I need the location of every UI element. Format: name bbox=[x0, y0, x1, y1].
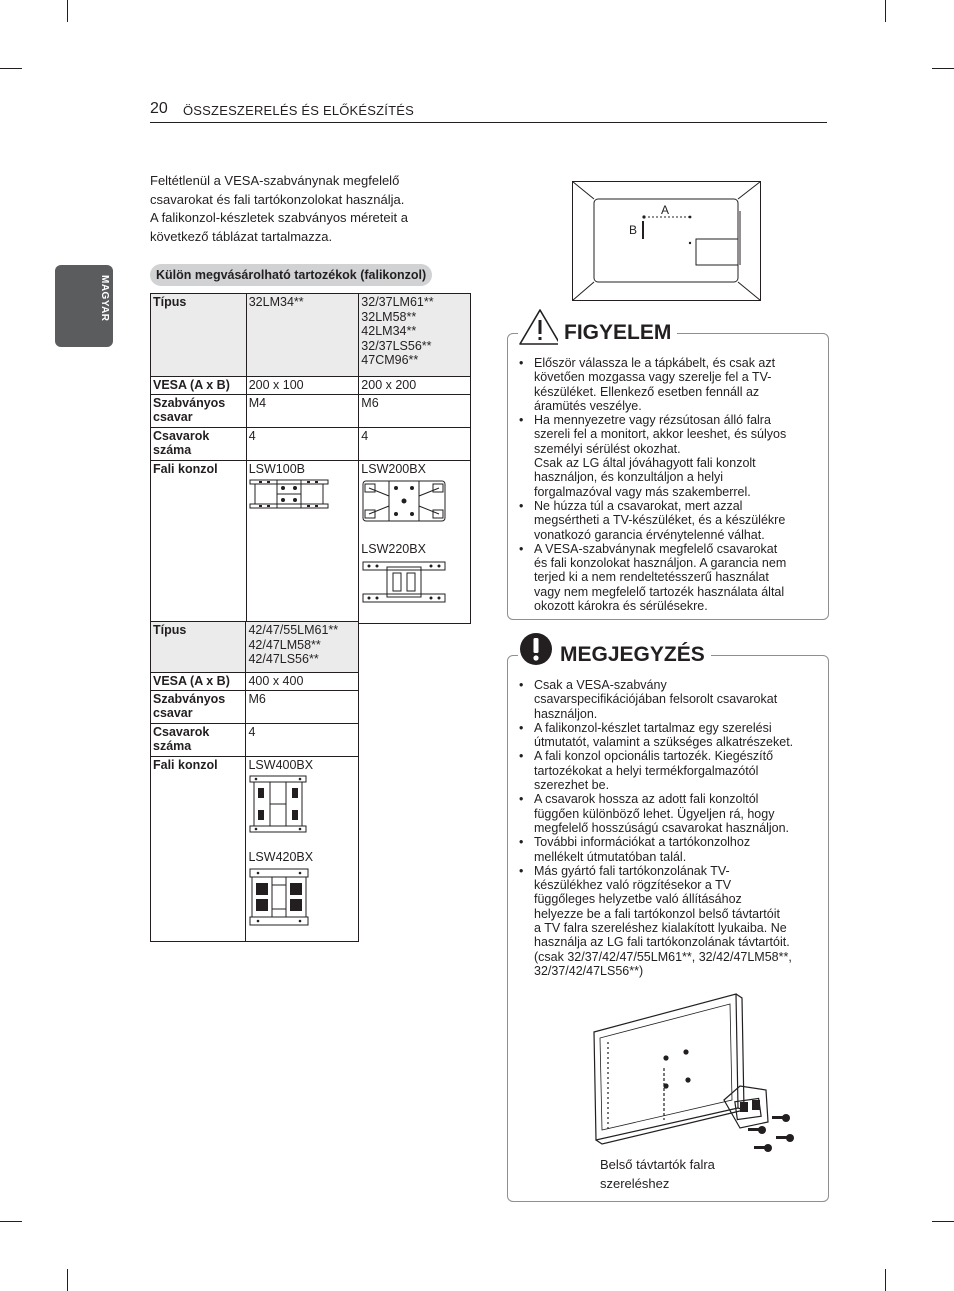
bracket-model: LSW100B bbox=[248, 461, 305, 476]
diagram-label-a: A bbox=[661, 203, 670, 217]
model-cell bbox=[246, 294, 359, 377]
section-title: ÖSSZESZERELÉS ÉS ELŐKÉSZÍTÉS bbox=[183, 103, 415, 118]
model-name: 42LM34** bbox=[361, 324, 417, 338]
intro-line: következő táblázat tartalmazza. bbox=[150, 228, 333, 244]
page-number: 20 bbox=[150, 100, 168, 117]
note-title: MEGJEGYZÉS bbox=[554, 643, 711, 667]
bracket-cell bbox=[246, 460, 359, 623]
bracket-lsw220bx-image bbox=[361, 559, 447, 605]
bracket-lsw420bx-image bbox=[248, 867, 310, 927]
list-item: • A falikonzol-készlet tartalmaz egy szerelési útmutatót, valamint a szükséges alkatrészeket. bbox=[508, 721, 793, 750]
caption-line: szereléshez bbox=[600, 1176, 670, 1191]
row-label-vesa: VESA (A x B) bbox=[151, 377, 247, 395]
bracket-model: LSW200BX bbox=[361, 461, 426, 476]
row-label-bracket: Fali konzol bbox=[151, 756, 246, 941]
bracket-lsw100b-image bbox=[249, 478, 329, 512]
bracket-model: LSW400BX bbox=[248, 757, 314, 772]
model-name: 32/37LM61** bbox=[361, 295, 434, 309]
row-label-vesa: VESA (A x B) bbox=[151, 673, 246, 691]
bracket-cell bbox=[359, 460, 471, 623]
crop-mark bbox=[885, 1269, 886, 1291]
list-item: • A csavarok hossza az adott fali konzoltól függően különböző lehet. Ügyeljen rá, hogy megfelelő hosszúságú csavarokat használjon. bbox=[508, 792, 793, 835]
intro-text bbox=[150, 172, 460, 246]
list-item: • Más gyártó fali tartókonzolának TV- készülékhez való rögzítésekor a TV függőleges helyzetbe való állításához helyezze be a fali tartókonzol belső távtartóit a TV falra szereléshez kialakított lyukaiba. Ne használja az LG fali tartókonzolának távtartóit. (csak 32/37/42/47/55LM61**, 32/42/47LM58**, 32/37/42/47LS56**) bbox=[508, 864, 793, 978]
accessories-heading: Külön megvásárolható tartozékok (falikonzol) bbox=[150, 264, 432, 286]
bracket-cell bbox=[246, 756, 359, 941]
row-label-screw: Szabványos csavar bbox=[151, 394, 247, 427]
row-label-screw-count: Csavarok száma bbox=[151, 723, 246, 756]
screw-value: M6 bbox=[359, 394, 471, 427]
intro-line: Feltétlenül a VESA-szabványnak megfelelő bbox=[150, 173, 400, 188]
list-item: • Először válassza le a tápkábelt, és csak azt követően mozgassa vagy szerelje fel a TV- készüléket. Ellenkező esetben fennáll az áramütés veszélye. bbox=[508, 356, 786, 413]
list-item: • A VESA-szabványnak megfelelő csavarokat és fali konzolokat használjon. A garancia nem terjed ki a nem rendeltetésszerű használat vagy nem megfelelő tartozék használata által okozott károkra és sérülésekre. bbox=[508, 542, 786, 613]
screw-value: M4 bbox=[246, 394, 359, 427]
list-item: • További információkat a tartókonzolhoz mellékelt útmutatóban talál. bbox=[508, 835, 793, 864]
row-label-type: Típus bbox=[151, 622, 246, 673]
language-tab bbox=[55, 265, 113, 347]
screw-count-value: 4 bbox=[246, 427, 359, 460]
model-name: 32/37LS56** bbox=[361, 338, 432, 353]
crop-mark bbox=[932, 1221, 954, 1222]
vesa-value: 400 x 400 bbox=[246, 673, 359, 691]
crop-mark bbox=[67, 1269, 68, 1291]
vesa-value: 200 x 100 bbox=[246, 377, 359, 395]
bracket-lsw200bx-image bbox=[361, 478, 447, 524]
model-cell bbox=[246, 622, 359, 673]
note-list bbox=[508, 678, 793, 978]
diagram-label-b: B bbox=[629, 223, 638, 237]
tv-vesa-diagram bbox=[572, 181, 762, 302]
warning-box bbox=[507, 321, 829, 620]
intro-line: csavarokat és fali tartókonzolokat használja. bbox=[150, 191, 405, 207]
crop-mark bbox=[885, 0, 886, 22]
model-name: 42/47/55LM61** bbox=[248, 623, 339, 637]
spec-table-2 bbox=[150, 621, 359, 942]
model-cell bbox=[359, 294, 471, 377]
intro-line: A falikonzol-készletek szabványos méreteit a bbox=[150, 210, 408, 225]
bracket-model: LSW420BX bbox=[248, 850, 314, 864]
screw-count-value: 4 bbox=[359, 427, 471, 460]
vesa-value: 200 x 200 bbox=[359, 377, 471, 395]
spacer-caption bbox=[600, 1155, 715, 1193]
row-label-screw: Szabványos csavar bbox=[151, 690, 246, 723]
model-name: 42/47LM58** bbox=[248, 637, 321, 652]
model-name: 32LM34** bbox=[248, 295, 304, 309]
tv-spacer-illustration bbox=[590, 990, 805, 1155]
list-item: • Ha mennyezetre vagy rézsútosan álló falra szereli fel a monitort, akkor leeshet, és súlyos személyi sérülést okozhat. Csak az LG által jóváhagyott fali konzolt használjon, és konzultáljon a helyi forgalmazóval vagy más szakemberrel. bbox=[508, 413, 786, 499]
bracket-model: LSW220BX bbox=[361, 542, 426, 556]
model-name: 47CM96** bbox=[361, 353, 419, 367]
warning-list bbox=[508, 356, 786, 613]
crop-mark bbox=[0, 68, 22, 69]
crop-mark bbox=[0, 1221, 22, 1222]
spec-table-1 bbox=[150, 293, 471, 624]
warning-title: FIGYELEM bbox=[558, 321, 677, 345]
crop-mark bbox=[932, 68, 954, 69]
caption-line: Belső távtartók falra bbox=[600, 1157, 715, 1172]
bracket-lsw400bx-image bbox=[248, 774, 308, 834]
language-tab-label: MAGYAR bbox=[99, 275, 110, 322]
list-item: • Csak a VESA-szabvány csavarspecifikációjában felsorolt csavarokat használjon. bbox=[508, 678, 793, 721]
row-label-screw-count: Csavarok száma bbox=[151, 427, 247, 460]
page-header bbox=[150, 100, 827, 123]
list-item: • A fali konzol opcionális tartozék. Kiegészítő tartozékokat a helyi termékforgalmazótól szerezhet be. bbox=[508, 749, 793, 792]
row-label-type: Típus bbox=[151, 294, 247, 377]
screw-value: M6 bbox=[246, 690, 359, 723]
model-name: 32LM58** bbox=[361, 309, 417, 324]
list-item: • Ne húzza túl a csavarokat, mert azzal megsértheti a TV-készüléket, és a készülékre vonatkozó garancia érvénytelenné válhat. bbox=[508, 499, 786, 542]
screw-count-value: 4 bbox=[246, 723, 359, 756]
crop-mark bbox=[67, 0, 68, 22]
note-exclamation-icon bbox=[518, 631, 554, 667]
row-label-bracket: Fali konzol bbox=[151, 460, 247, 623]
model-name: 42/47LS56** bbox=[248, 652, 319, 666]
warning-triangle-icon bbox=[518, 308, 562, 346]
